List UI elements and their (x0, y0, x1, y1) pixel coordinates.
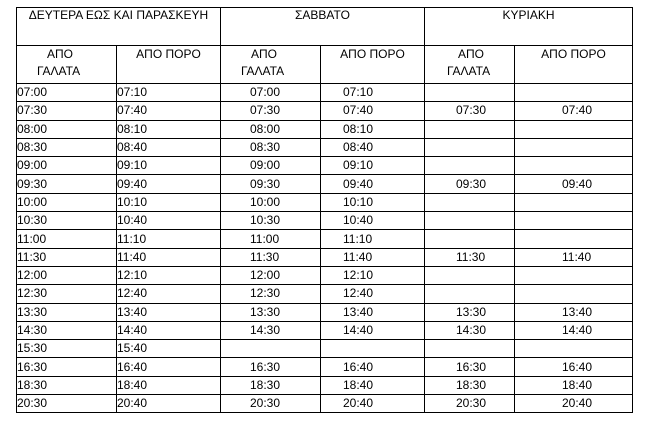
time-from-galata-sunday (425, 266, 515, 284)
time-from-galata-saturday: 08:00 (221, 120, 321, 138)
col-header-line2: ΓΑΛΑΤΑ (447, 64, 491, 78)
time-from-poros-sunday (515, 285, 633, 303)
time-from-galata-sunday: 18:30 (425, 376, 515, 394)
time-from-galata-sunday (425, 212, 515, 230)
time-from-galata-saturday: 16:30 (221, 358, 321, 376)
time-from-poros-sunday: 13:40 (515, 303, 633, 321)
time-from-galata-sunday (425, 157, 515, 175)
time-from-galata-sunday (425, 285, 515, 303)
col-header-from-poros-saturday: ΑΠΟ ΠΟΡΟ (321, 46, 425, 84)
time-from-poros-weekdays: 07:10 (117, 84, 221, 102)
table-row (17, 248, 633, 266)
time-from-galata-sunday (425, 340, 515, 358)
table-row (17, 395, 633, 413)
col-header-line2: ΓΑΛΑΤΑ (37, 64, 81, 78)
time-from-galata-weekdays: 12:00 (17, 266, 117, 284)
day-header-row (17, 8, 633, 46)
table-row (17, 358, 633, 376)
col-header-from-galata-sunday (425, 46, 515, 84)
time-from-poros-weekdays: 13:40 (117, 303, 221, 321)
table-row (17, 175, 633, 193)
time-from-poros-weekdays: 16:40 (117, 358, 221, 376)
table-row (17, 303, 633, 321)
time-from-poros-saturday: 10:40 (321, 212, 425, 230)
time-from-galata-saturday: 08:30 (221, 138, 321, 156)
time-from-poros-sunday: 09:40 (515, 175, 633, 193)
time-from-galata-weekdays: 18:30 (17, 376, 117, 394)
time-from-poros-saturday: 14:40 (321, 321, 425, 339)
col-header-from-galata-saturday (221, 46, 321, 84)
time-from-poros-weekdays: 09:40 (117, 175, 221, 193)
time-from-galata-saturday: 11:00 (221, 230, 321, 248)
time-from-galata-weekdays: 07:00 (17, 84, 117, 102)
time-from-galata-saturday: 12:00 (221, 266, 321, 284)
col-header-line1: ΑΠΟ (458, 47, 485, 61)
time-from-galata-sunday: 16:30 (425, 358, 515, 376)
time-from-poros-saturday: 08:40 (321, 138, 425, 156)
time-from-galata-weekdays: 09:00 (17, 157, 117, 175)
table-row (17, 193, 633, 211)
time-from-galata-saturday: 14:30 (221, 321, 321, 339)
col-header-from-galata-weekdays (17, 46, 117, 84)
time-from-poros-weekdays: 12:10 (117, 266, 221, 284)
time-from-galata-saturday: 13:30 (221, 303, 321, 321)
time-from-galata-sunday (425, 120, 515, 138)
time-from-galata-weekdays: 10:00 (17, 193, 117, 211)
col-header-line2: ΓΑΛΑΤΑ (241, 64, 285, 78)
table-row (17, 84, 633, 102)
time-from-galata-weekdays: 15:30 (17, 340, 117, 358)
time-from-galata-saturday: 20:30 (221, 395, 321, 413)
time-from-poros-weekdays: 08:10 (117, 120, 221, 138)
time-from-galata-weekdays: 12:30 (17, 285, 117, 303)
time-from-galata-weekdays: 14:30 (17, 321, 117, 339)
table-row (17, 285, 633, 303)
time-from-galata-sunday: 20:30 (425, 395, 515, 413)
time-from-galata-sunday: 11:30 (425, 248, 515, 266)
time-from-galata-sunday (425, 138, 515, 156)
table-row (17, 212, 633, 230)
time-from-poros-saturday: 09:10 (321, 157, 425, 175)
time-from-poros-weekdays: 18:40 (117, 376, 221, 394)
time-from-poros-saturday: 13:40 (321, 303, 425, 321)
time-from-galata-sunday: 14:30 (425, 321, 515, 339)
time-from-poros-saturday: 10:10 (321, 193, 425, 211)
time-from-poros-sunday: 18:40 (515, 376, 633, 394)
table-row (17, 102, 633, 120)
time-from-galata-sunday: 13:30 (425, 303, 515, 321)
time-from-galata-weekdays: 09:30 (17, 175, 117, 193)
time-from-poros-sunday: 16:40 (515, 358, 633, 376)
time-from-poros-sunday (515, 120, 633, 138)
time-from-galata-weekdays: 11:00 (17, 230, 117, 248)
time-from-poros-weekdays: 12:40 (117, 285, 221, 303)
time-from-galata-saturday: 09:00 (221, 157, 321, 175)
day-header-sunday: ΚΥΡΙΑΚΗ (425, 8, 633, 46)
time-from-poros-saturday: 12:40 (321, 285, 425, 303)
time-from-poros-saturday: 07:10 (321, 84, 425, 102)
time-from-galata-weekdays: 07:30 (17, 102, 117, 120)
time-from-poros-weekdays: 14:40 (117, 321, 221, 339)
table-row (17, 157, 633, 175)
time-from-galata-weekdays: 20:30 (17, 395, 117, 413)
time-from-galata-weekdays: 08:30 (17, 138, 117, 156)
col-header-line1: ΑΠΟ (47, 47, 74, 61)
time-from-poros-sunday (515, 157, 633, 175)
time-from-galata-saturday: 10:30 (221, 212, 321, 230)
time-from-poros-saturday: 07:40 (321, 102, 425, 120)
time-from-galata-sunday (425, 84, 515, 102)
time-from-galata-sunday: 07:30 (425, 102, 515, 120)
time-from-poros-sunday (515, 212, 633, 230)
table-row (17, 266, 633, 284)
col-header-from-poros-sunday: ΑΠΟ ΠΟΡΟ (515, 46, 633, 84)
time-from-poros-weekdays: 08:40 (117, 138, 221, 156)
time-from-galata-saturday: 11:30 (221, 248, 321, 266)
time-from-galata-sunday (425, 230, 515, 248)
time-from-galata-saturday: 18:30 (221, 376, 321, 394)
time-from-poros-sunday (515, 340, 633, 358)
time-from-poros-sunday: 07:40 (515, 102, 633, 120)
time-from-galata-weekdays: 10:30 (17, 212, 117, 230)
time-from-galata-sunday: 09:30 (425, 175, 515, 193)
time-from-galata-weekdays: 08:00 (17, 120, 117, 138)
time-from-galata-weekdays: 11:30 (17, 248, 117, 266)
time-from-galata-saturday (221, 340, 321, 358)
time-from-galata-saturday: 12:30 (221, 285, 321, 303)
table-row (17, 138, 633, 156)
time-from-poros-weekdays: 20:40 (117, 395, 221, 413)
col-header-from-poros-weekdays: ΑΠΟ ΠΟΡΟ (117, 46, 221, 84)
day-header-saturday: ΣΑΒΒΑΤΟ (221, 8, 425, 46)
time-from-galata-saturday: 07:00 (221, 84, 321, 102)
time-from-poros-saturday: 09:40 (321, 175, 425, 193)
time-from-poros-saturday: 16:40 (321, 358, 425, 376)
time-from-poros-weekdays: 07:40 (117, 102, 221, 120)
table-row (17, 340, 633, 358)
time-from-poros-saturday: 12:10 (321, 266, 425, 284)
time-from-poros-weekdays: 15:40 (117, 340, 221, 358)
time-from-poros-sunday (515, 230, 633, 248)
time-from-poros-saturday (321, 340, 425, 358)
time-from-poros-saturday: 20:40 (321, 395, 425, 413)
time-from-poros-weekdays: 10:10 (117, 193, 221, 211)
time-from-poros-sunday (515, 138, 633, 156)
time-from-poros-saturday: 18:40 (321, 376, 425, 394)
time-from-poros-weekdays: 10:40 (117, 212, 221, 230)
table-row (17, 321, 633, 339)
table-row (17, 120, 633, 138)
time-from-poros-weekdays: 11:40 (117, 248, 221, 266)
time-from-poros-saturday: 11:40 (321, 248, 425, 266)
time-from-galata-saturday: 07:30 (221, 102, 321, 120)
time-from-galata-saturday: 09:30 (221, 175, 321, 193)
table-row (17, 230, 633, 248)
day-header-weekdays: ΔΕΥΤΕΡΑ ΕΩΣ ΚΑΙ ΠΑΡΑΣΚΕΥΗ (17, 8, 221, 46)
time-from-poros-saturday: 11:10 (321, 230, 425, 248)
col-header-line1: ΑΠΟ (251, 47, 278, 61)
time-from-poros-sunday: 11:40 (515, 248, 633, 266)
time-from-poros-saturday: 08:10 (321, 120, 425, 138)
time-from-poros-sunday: 20:40 (515, 395, 633, 413)
time-from-galata-weekdays: 13:30 (17, 303, 117, 321)
time-from-galata-weekdays: 16:30 (17, 358, 117, 376)
time-from-poros-sunday (515, 193, 633, 211)
ferry-schedule-table (16, 7, 633, 413)
time-from-poros-weekdays: 11:10 (117, 230, 221, 248)
time-from-galata-sunday (425, 193, 515, 211)
schedule-body (17, 84, 633, 413)
table-row (17, 376, 633, 394)
time-from-galata-saturday: 10:00 (221, 193, 321, 211)
time-from-poros-sunday (515, 266, 633, 284)
direction-header-row (17, 46, 633, 84)
time-from-poros-sunday: 14:40 (515, 321, 633, 339)
time-from-poros-sunday (515, 84, 633, 102)
time-from-poros-weekdays: 09:10 (117, 157, 221, 175)
